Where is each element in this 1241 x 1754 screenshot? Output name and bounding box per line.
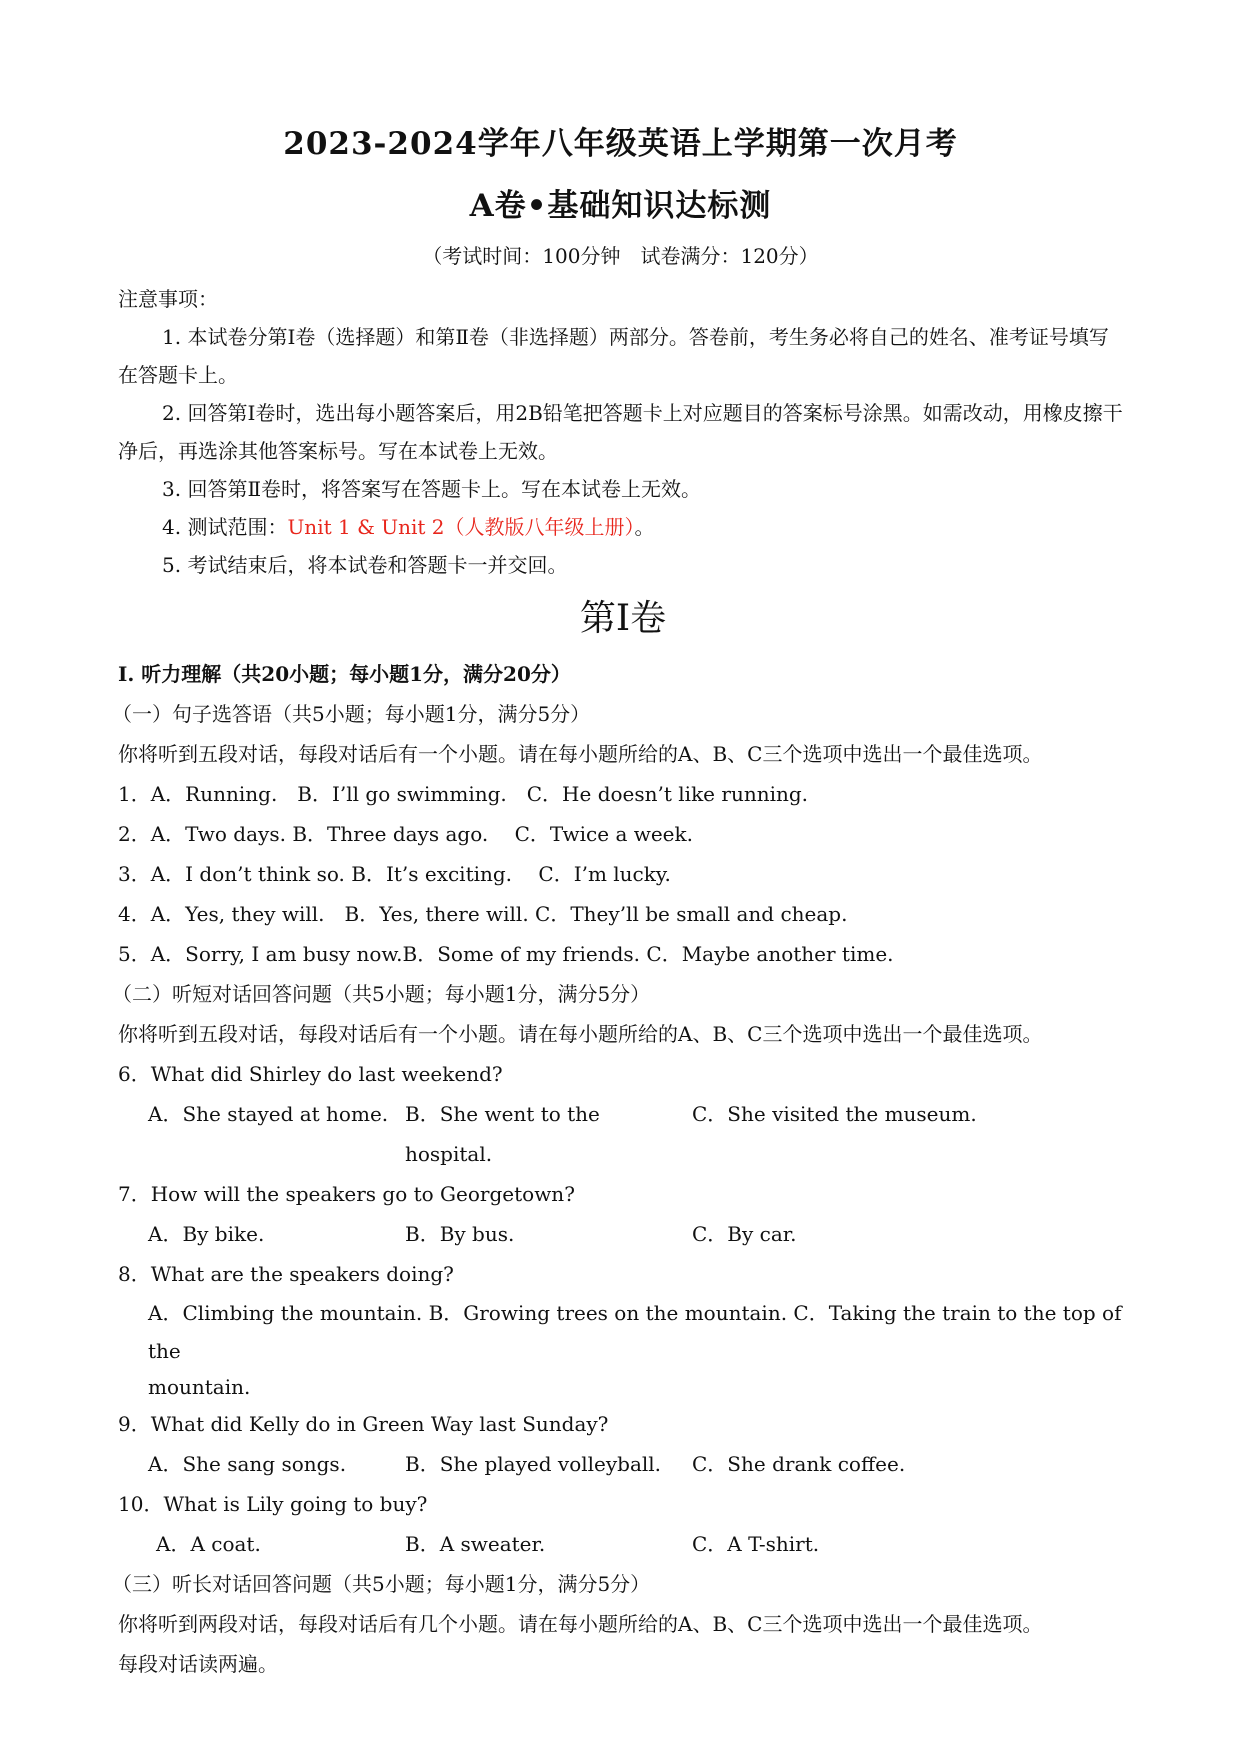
note-item-1: 1. 本试卷分第Ⅰ卷（选择题）和第Ⅱ卷（非选择题）两部分。答卷前，考生务必将自己的姓名、准考证号填写在答题卡上。 bbox=[118, 325, 1109, 387]
part3-instruction-line1: 你将听到两段对话，每段对话后有几个小题。请在每小题所给的A、B、C三个选项中选出一个最佳选项。 bbox=[118, 1612, 1043, 1636]
notes-heading: 注意事项： bbox=[118, 287, 218, 311]
exam-subtitle: A卷•基础知识达标测 bbox=[469, 188, 772, 224]
option-a: A．She stayed at home. bbox=[148, 1102, 389, 1126]
note-item-2: 2. 回答第Ⅰ卷时，选出每小题答案后，用2B铅笔把答题卡上对应题目的答案标号涂黑。如需改动，用橡皮擦干净后，再选涂其他答案标号。写在本试卷上无效。 bbox=[118, 401, 1123, 463]
question-4: 4．A．Yes, they will. B．Yes, there will. C．They’ll be small and cheap. bbox=[118, 902, 848, 926]
option-c: C．She drank coffee. bbox=[692, 1452, 906, 1476]
note-item-4 bbox=[118, 508, 1128, 546]
note-item-5: 5. 考试结束后，将本试卷和答题卡一并交回。 bbox=[162, 553, 568, 577]
note-item-4-prefix: 4. 测试范围： bbox=[162, 515, 288, 539]
option-b: B．By bus. bbox=[405, 1222, 515, 1246]
question-7: 7．How will the speakers go to Georgetown? bbox=[118, 1182, 575, 1206]
option-b: B．She played volleyball. bbox=[405, 1452, 662, 1476]
option-c: C．A T-shirt. bbox=[692, 1532, 820, 1556]
exam-content bbox=[112, 280, 1128, 1684]
question-2: 2．A．Two days. B．Three days ago. C．Twice a week. bbox=[118, 822, 693, 846]
note-item-3: 3. 回答第Ⅱ卷时，将答案写在答题卡上。写在本试卷上无效。 bbox=[162, 477, 702, 501]
section-title: I. 听力理解（共20小题；每小题1分，满分20分） bbox=[118, 662, 571, 686]
question-7-options bbox=[118, 1214, 1128, 1254]
question-10: 10．What is Lily going to buy? bbox=[118, 1492, 428, 1516]
question-6-options bbox=[118, 1094, 1128, 1174]
test-range: Unit 1 & Unit 2（人教版八年级上册） bbox=[287, 515, 635, 539]
note-item-4-suffix: 。 bbox=[634, 515, 655, 539]
option-a: A．She sang songs. bbox=[148, 1452, 347, 1476]
question-10-options bbox=[118, 1524, 1128, 1564]
question-3: 3．A．I don’t think so. B．It’s exciting. C．I’m lucky. bbox=[118, 862, 671, 886]
question-5: 5．A．Sorry, I am busy now.B．Some of my friends. C．Maybe another time. bbox=[118, 942, 894, 966]
part2-title: （二）听短对话回答问题（共5小题；每小题1分，满分5分） bbox=[112, 982, 651, 1006]
volume-title: 第Ⅰ卷 bbox=[579, 598, 667, 639]
part3-title: （三）听长对话回答问题（共5小题；每小题1分，满分5分） bbox=[112, 1572, 651, 1596]
part1-instruction: 你将听到五段对话，每段对话后有一个小题。请在每小题所给的A、B、C三个选项中选出一个最佳选项。 bbox=[118, 742, 1043, 766]
question-8-options-cont: mountain. bbox=[148, 1375, 251, 1399]
option-c: C．By car. bbox=[692, 1222, 797, 1246]
exam-title: 2023-2024学年八年级英语上学期第一次月考 bbox=[283, 126, 958, 162]
part3-instruction-line2: 每段对话读两遍。 bbox=[118, 1652, 278, 1676]
option-a: A．By bike. bbox=[148, 1222, 265, 1246]
question-9: 9．What did Kelly do in Green Way last Sunday? bbox=[118, 1412, 609, 1436]
part1-title: （一）句子选答语（共5小题；每小题1分，满分5分） bbox=[112, 702, 591, 726]
option-b: B．A sweater. bbox=[405, 1532, 546, 1556]
question-6: 6．What did Shirley do last weekend? bbox=[118, 1062, 503, 1086]
exam-info: （考试时间：100分钟 试卷满分：120分） bbox=[422, 244, 819, 268]
option-b: B．She went to the hospital. bbox=[405, 1102, 600, 1166]
question-9-options bbox=[118, 1444, 1128, 1484]
question-8: 8．What are the speakers doing? bbox=[118, 1262, 454, 1286]
part2-instruction: 你将听到五段对话，每段对话后有一个小题。请在每小题所给的A、B、C三个选项中选出一个最佳选项。 bbox=[118, 1022, 1043, 1046]
question-8-options: A．Climbing the mountain. B．Growing trees on the mountain. C．Taking the train to the top of the bbox=[148, 1301, 1122, 1363]
option-a: A．A coat. bbox=[156, 1532, 261, 1556]
question-1: 1．A．Running. B．I’ll go swimming. C．He doesn’t like running. bbox=[118, 782, 809, 806]
option-c: C．She visited the museum. bbox=[692, 1102, 977, 1126]
